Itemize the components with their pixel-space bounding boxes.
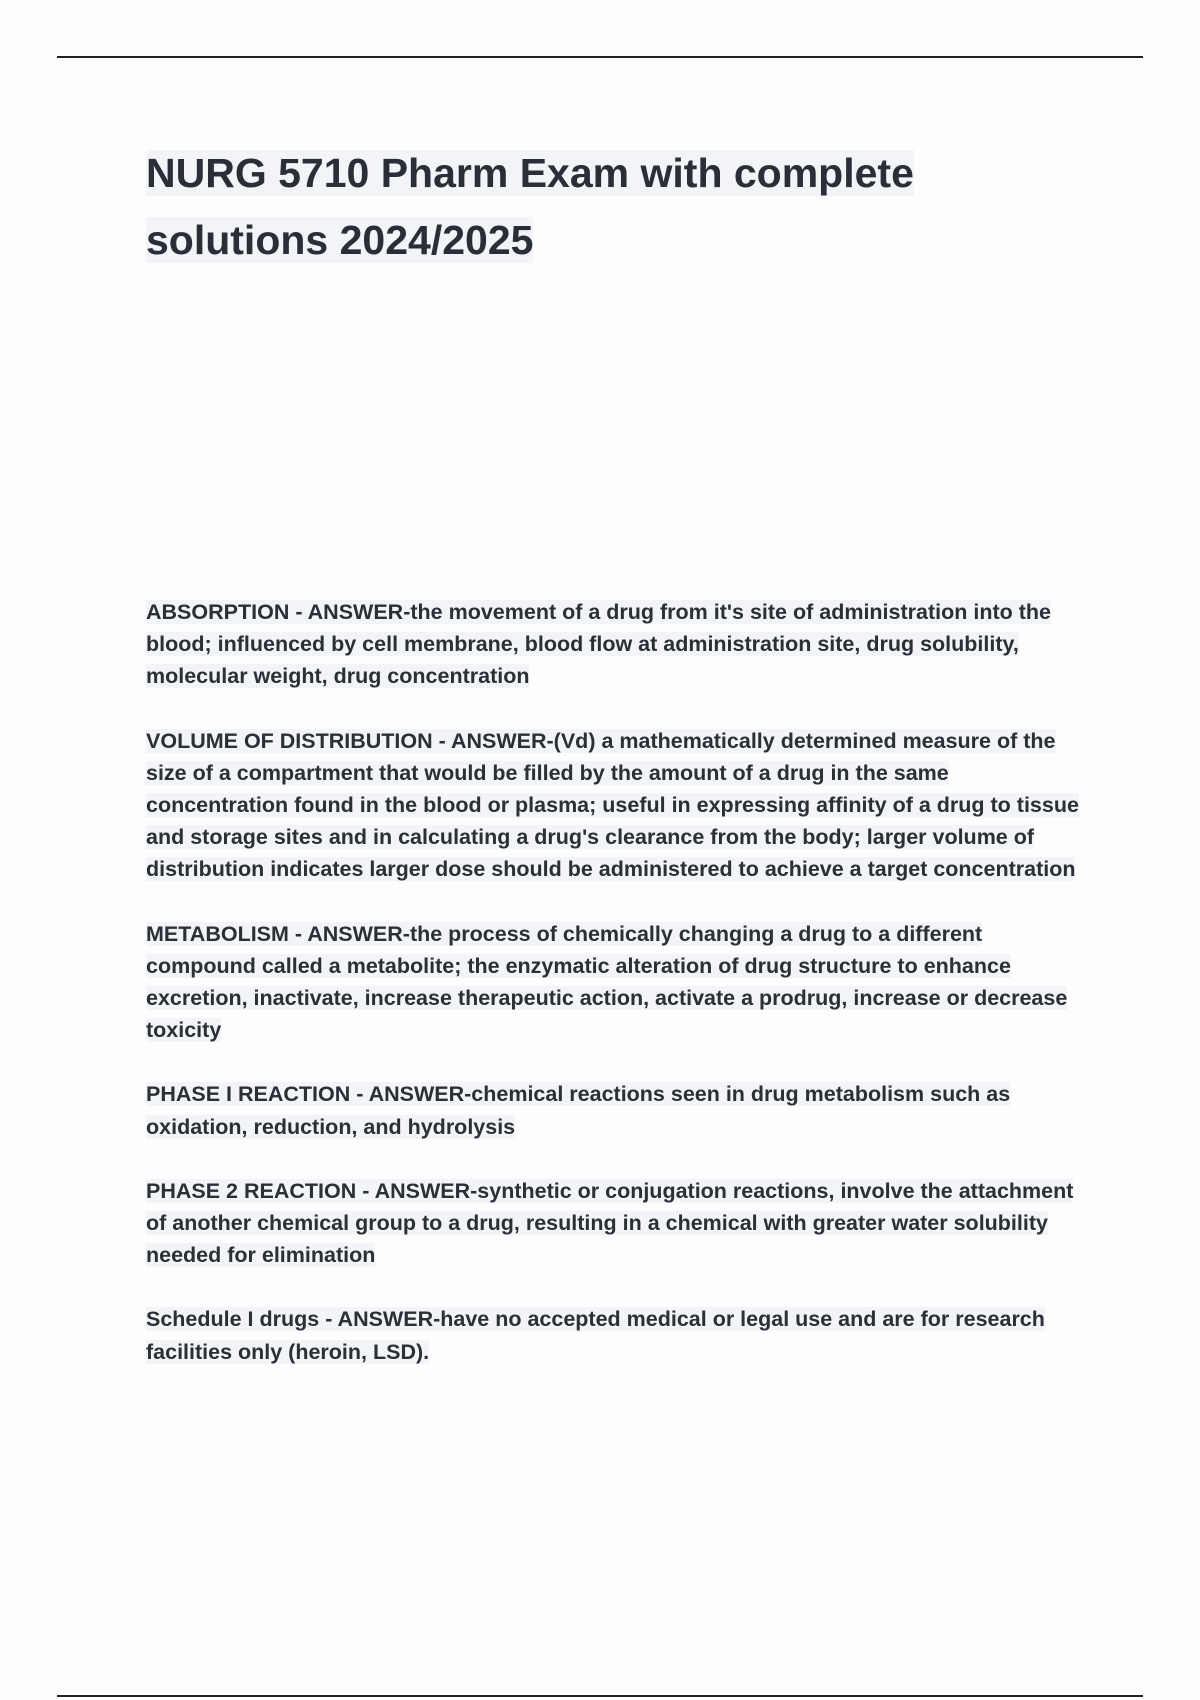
qa-entry-metabolism	[146, 918, 1096, 1047]
qa-entries	[146, 596, 1096, 1400]
qa-entry-phase-2-reaction	[146, 1175, 1096, 1272]
qa-entry-volume-of-distribution	[146, 725, 1096, 886]
document-title: NURG 5710 Pharm Exam with complete solutions 2024/2025	[146, 150, 914, 263]
header-rule	[57, 56, 1143, 58]
document-title-block	[146, 140, 1066, 274]
footer-rule	[57, 1695, 1143, 1697]
qa-entry-schedule-1-drugs	[146, 1303, 1096, 1367]
qa-entry-text: PHASE I REACTION - ANSWER-chemical reactions seen in drug metabolism such as oxidation, reduction, and hydrolysis	[146, 1082, 1011, 1139]
qa-entry-phase-1-reaction	[146, 1078, 1096, 1142]
qa-entry-text: PHASE 2 REACTION - ANSWER-synthetic or conjugation reactions, involve the attachment of another chemical group to a drug, resulting in a chemical with greater water solubility needed for elimination	[146, 1178, 1074, 1268]
qa-entry-text: Schedule I drugs - ANSWER-have no accepted medical or legal use and are for research facilities only (heroin, LSD).	[146, 1307, 1045, 1364]
qa-entry-text: METABOLISM - ANSWER-the process of chemically changing a drug to a different compound called a metabolite; the enzymatic alteration of drug structure to enhance excretion, inactivate, increase therapeutic action, activate a prodrug, increase or decrease toxicity	[146, 921, 1068, 1043]
qa-entry-absorption	[146, 596, 1096, 693]
qa-entry-text: VOLUME OF DISTRIBUTION - ANSWER-(Vd) a mathematically determined measure of the size of a compartment that would be filled by the amount of a drug in the same concentration found in the blood or plasma; useful in expressing affinity of a drug to tissue and storage sites and in calculating a drug's clearance from the body; larger volume of distribution indicates larger dose should be administered to achieve a target concentration	[146, 728, 1079, 882]
qa-entry-text: ABSORPTION - ANSWER-the movement of a drug from it's site of administration into the blood; influenced by cell membrane, blood flow at administration site, drug solubility, molecular weight, drug concentration	[146, 600, 1051, 689]
